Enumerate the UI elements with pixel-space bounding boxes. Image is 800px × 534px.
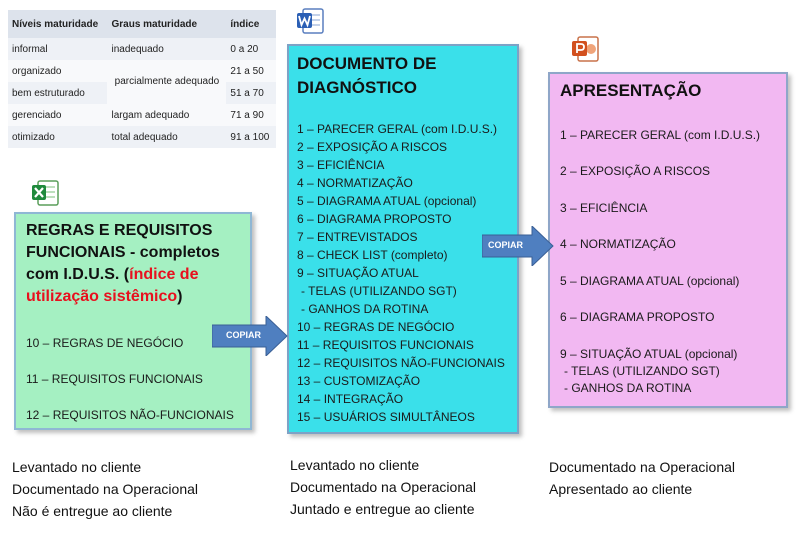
table-cell: otimizado: [8, 126, 107, 148]
list-item: - GANHOS DA ROTINA: [564, 381, 692, 395]
list-item: 12 – REQUISITOS NÃO-FUNCIONAIS: [26, 408, 234, 422]
list-item: 9 – SITUAÇÃO ATUAL: [297, 266, 419, 280]
list-item: - TELAS (UTILIZANDO SGT): [301, 284, 457, 298]
table-cell: bem estruturado: [8, 82, 107, 104]
list-item: 5 – DIAGRAMA ATUAL (opcional): [560, 274, 740, 288]
table-cell: total adequado: [107, 126, 226, 148]
caption-line: Juntado e entregue ao cliente: [290, 501, 475, 517]
table-cell: informal: [8, 38, 107, 60]
table-row: [8, 38, 276, 60]
copy-label-1: COPIAR: [226, 330, 262, 340]
table-cell: 71 a 90: [226, 104, 276, 126]
caption-line: Documentado na Operacional: [290, 479, 477, 495]
list-item: - TELAS (UTILIZANDO SGT): [564, 364, 720, 378]
table-row: [8, 126, 276, 148]
table-row: [8, 60, 276, 82]
title-text-end: ): [177, 288, 183, 305]
title-text: REGRAS E REQUISITOS FUNCIONAIS - completos com I.D.U.S. (: [26, 222, 220, 283]
ppt-caption: [549, 456, 735, 500]
list-item: - GANHOS DA ROTINA: [301, 302, 429, 316]
list-item: 10 – REGRAS DE NEGÓCIO: [26, 336, 184, 350]
list-item: 11 – REQUISITOS FUNCIONAIS: [297, 338, 474, 352]
list-item: 3 – EFICIÊNCIA: [560, 201, 648, 215]
table-cell: 21 a 50: [226, 60, 276, 82]
caption-line: Documentado na Operacional: [12, 481, 199, 497]
list-item: 9 – SITUAÇÃO ATUAL (opcional): [560, 347, 738, 361]
list-item: 13 – CUSTOMIZAÇÃO: [297, 374, 421, 388]
word-icon: [295, 6, 325, 36]
table-cell: 91 a 100: [226, 126, 276, 148]
table-header-row: [8, 10, 276, 38]
caption-line: Apresentado ao cliente: [549, 481, 693, 497]
list-item: 2 – EXPOSIÇÃO A RISCOS: [560, 164, 711, 178]
maturity-table: [8, 10, 276, 148]
table-cell: inadequado: [107, 38, 226, 60]
caption-line: Levantado no cliente: [290, 457, 420, 473]
list-item: 15 – USUÁRIOS SIMULTÂNEOS: [297, 410, 475, 424]
list-item: 1 – PARECER GERAL (com I.D.U.S.): [297, 122, 498, 136]
powerpoint-icon: [570, 34, 600, 64]
column-header: Níveis maturidade: [8, 10, 107, 38]
column-header: índice: [226, 10, 276, 38]
title-highlight: índice de utilização sistêmico: [26, 266, 199, 305]
word-caption: [290, 454, 476, 520]
word-box-title: [297, 52, 436, 100]
caption-line: Não é entregue ao cliente: [12, 503, 173, 519]
list-item: 11 – REQUISITOS FUNCIONAIS: [26, 372, 203, 386]
excel-caption: [12, 456, 198, 522]
table-cell: gerenciado: [8, 104, 107, 126]
list-item: 7 – ENTREVISTADOS: [297, 230, 418, 244]
list-item: 2 – EXPOSIÇÃO A RISCOS: [297, 140, 448, 154]
presentation-box: [548, 72, 788, 408]
column-header: Graus maturidade: [107, 10, 226, 38]
list-item: 3 – EFICIÊNCIA: [297, 158, 385, 172]
table-cell: 51 a 70: [226, 82, 276, 104]
list-item: 4 – NORMATIZAÇÃO: [297, 176, 413, 190]
list-item: 14 – INTEGRAÇÃO: [297, 392, 404, 406]
list-item: 5 – DIAGRAMA ATUAL (opcional): [297, 194, 477, 208]
table-cell: 0 a 20: [226, 38, 276, 60]
list-item: 12 – REQUISITOS NÃO-FUNCIONAIS: [297, 356, 505, 370]
list-item: 4 – NORMATIZAÇÃO: [560, 237, 676, 251]
list-item: 6 – DIAGRAMA PROPOSTO: [297, 212, 452, 226]
ppt-box-title: APRESENTAÇÃO: [560, 81, 702, 100]
copy-label-2: COPIAR: [488, 240, 524, 250]
table-cell: parcialmente adequado: [107, 60, 226, 104]
excel-box-title: [26, 220, 250, 308]
caption-line: Documentado na Operacional: [549, 459, 736, 475]
list-item: 8 – CHECK LIST (completo): [297, 248, 448, 262]
table-row: [8, 104, 276, 126]
table-cell: largam adequado: [107, 104, 226, 126]
title-line: DOCUMENTO DE: [297, 54, 437, 73]
caption-line: Levantado no cliente: [12, 459, 142, 475]
table-cell: organizado: [8, 60, 107, 82]
title-line: DIAGNÓSTICO: [297, 78, 417, 97]
list-item: 10 – REGRAS DE NEGÓCIO: [297, 320, 455, 334]
excel-icon: [30, 178, 60, 208]
list-item: 6 – DIAGRAMA PROPOSTO: [560, 310, 715, 324]
list-item: 1 – PARECER GERAL (com I.D.U.S.): [560, 128, 761, 142]
